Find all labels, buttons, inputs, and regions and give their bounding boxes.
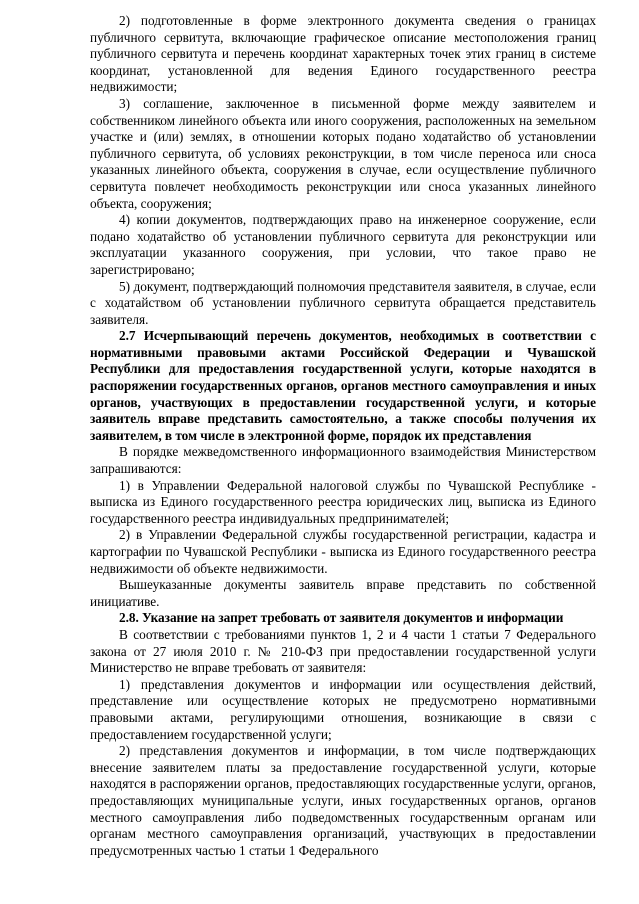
section-heading-2-8: 2.8. Указание на запрет требовать от заявителя документов и информации (119, 610, 564, 626)
paragraph-item-5: 5) документ, подтверждающий полномочия представителя заявителя, в случае, если с ходатайством об установлении публичного сервитута обращается представитель заявителя. (90, 278, 596, 327)
paragraph-own-initiative: Вышеуказанные документы заявитель вправе представить по собственной инициативе. (90, 577, 596, 609)
paragraph-law-reference: В соответствии с требованиями пунктов 1, 2 и 4 части 1 статьи 7 Федерального закона от 27 июля 2010 г. № 210-ФЗ при предоставлении государственной услуги Министерство не вправе требовать от заявителя: (90, 626, 596, 676)
paragraph-item-3: 3) соглашение, заключенное в письменной форме между заявителем и собственником линейного объекта или иного сооружения, расположенных на земельном участке и (или) землях, в отношении которых подано ходатайство об установлении публичного сервитута, об условиях реконструкции, в том числе переноса или сноса указанных линейного объекта, сооружения в случае, если осуществление публичного сервитута повлечет необходимость реконструкции или сноса указанных линейного объекта, сооружения; (90, 95, 596, 211)
paragraph-request-2: 2) в Управлении Федеральной службы государственной регистрации, кадастра и картографии по Чувашской Республики - выписка из Единого государственного реестра недвижимости об объекте недвижимости. (90, 527, 596, 576)
paragraph-prohibition-1: 1) представления документов и информации или осуществления действий, представление или осуществление которых не предусмотрено нормативными правовыми актами, регулирующими отношения, возникающие в связи с предоставлением государственной услуги; (90, 676, 596, 742)
paragraph-intro-interagency: В порядке межведомственного информационного взаимодействия Министерством запрашиваются: (90, 444, 596, 477)
paragraph-item-4: 4) копии документов, подтверждающих право на инженерное сооружение, если подано ходатайство об установлении публичного сервитута для реконструкции или эксплуатации указанного сооружения, при условии, что такое право не зарегистрировано; (90, 212, 596, 277)
paragraph-prohibition-2: 2) представления документов и информации, в том числе подтверждающих внесение заявителем платы за предоставление государственной услуги, которые находятся в распоряжении органов, предоставляющих государственные услуги, органов, предоставляющих муниципальные услуги, иных государственных органов, органов местного самоуправления либо подведомственных государственным органам или органам местного самоуправления организаций, участвующих в предоставлении предусмотренных частью 1 статьи 1 Федерального (90, 743, 596, 858)
section-heading-2-7: 2.7 Исчерпывающий перечень документов, необходимых в соответствии с нормативными правовыми актами Российской Федерации и Чувашской Республики для предоставления государственной услуги, которые находятся в распоряжении государственных органов, органов местного самоуправления и иных органов, участвующих в предоставлении государственной услуги, и которые заявитель вправе представить самостоятельно, а также способы получения их заявителем, в том числе в электронной форме, порядок их представления (90, 328, 596, 443)
paragraph-item-2: 2) подготовленные в форме электронного документа сведения о границах публичного сервитута, включающие графическое описание местоположения границ публичного сервитута и перечень координат характерных точек этих границ в системе координат, установленной для ведения Единого государственного реестра недвижимости; (90, 13, 596, 95)
paragraph-request-1: 1) в Управлении Федеральной налоговой службы по Чувашской Республике - выписка из Единого государственного реестра юридических лиц, выписка из Единого государственного реестра индивидуальных предпринимателей; (90, 477, 596, 526)
